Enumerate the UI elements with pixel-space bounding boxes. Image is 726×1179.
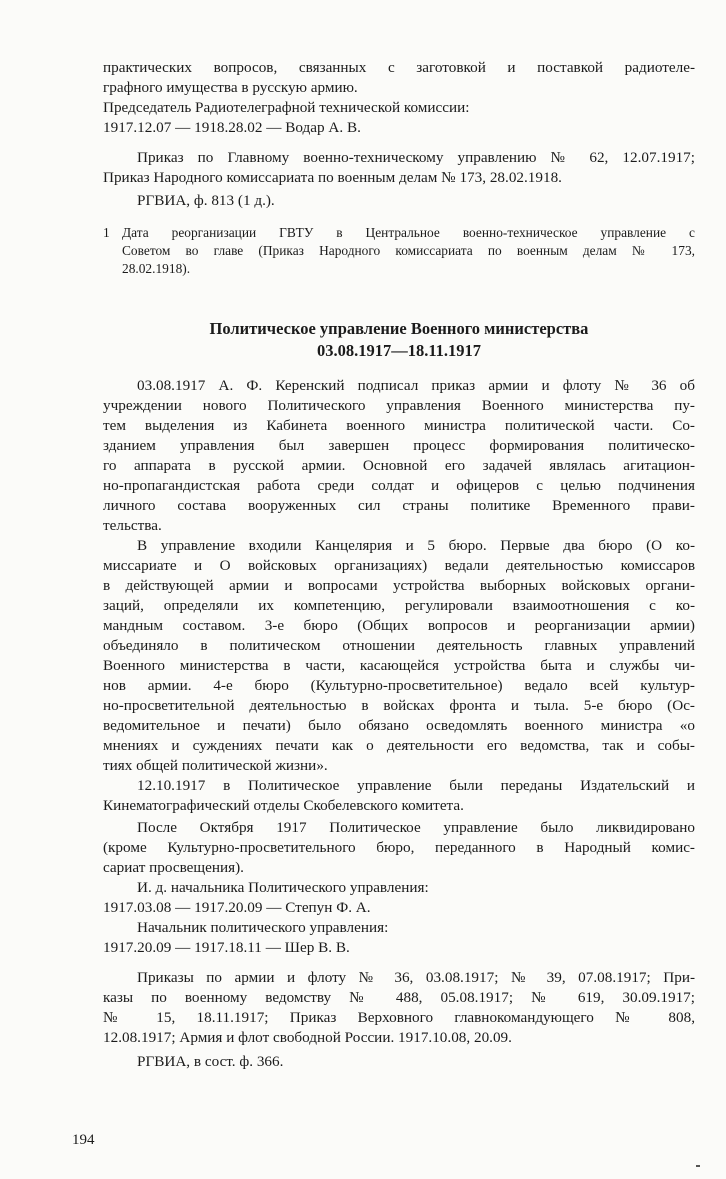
paragraph-line: в действующей армии и вопросами устройства выборных войсковых органи-	[103, 577, 695, 594]
text-line: 1917.12.07 — 1918.28.02 — Водар А. В.	[103, 119, 361, 136]
scan-mark	[696, 1165, 700, 1167]
paragraph-line: (кроме Культурно-просветительного бюро, переданного в Народный комис-	[103, 839, 695, 856]
paragraph-line: но-просветительной деятельностью в войсках фронта и тыла. 5-е бюро (Ос-	[103, 697, 695, 714]
paragraph-line: мнениях и суждениях печати как о деятельности его ведомства, так и собы-	[103, 737, 695, 754]
source-line: казы по военному ведомству № 488, 05.08.1917; № 619, 30.09.1917;	[103, 989, 695, 1006]
paragraph-line: тиях общей политической жизни».	[103, 757, 328, 774]
paragraph-line: тельства.	[103, 517, 162, 534]
text-line: графного имущества в русскую армию.	[103, 79, 358, 96]
paragraph-line: В управление входили Канцелярия и 5 бюро. Первые два бюро (О ко-	[137, 537, 695, 554]
paragraph-line: После Октября 1917 Политическое управление было ликвидировано	[137, 819, 695, 836]
paragraph-line: личного состава вооруженных сил страны политике Временного прави-	[103, 497, 695, 514]
archive-reference: РГВИА, ф. 813 (1 д.).	[137, 192, 275, 209]
footnote-line: Дата реорганизации ГВТУ в Центральное военно-техническое управление с	[122, 225, 695, 240]
paragraph-line: мандным составом. 3-е бюро (Общих вопросов и реорганизации армии)	[103, 617, 695, 634]
source-line: № 15, 18.11.1917; Приказ Верховного главнокомандующего № 808,	[103, 1009, 695, 1026]
heads-line: Начальник политического управления:	[137, 919, 389, 936]
page-number: 194	[72, 1132, 95, 1148]
paragraph-line: сариат просвещения).	[103, 859, 244, 876]
paragraph-line: учреждении нового Политического управления Военного министерства пу-	[103, 397, 695, 414]
text-line: практических вопросов, связанных с заготовкой и поставкой радиотеле-	[103, 59, 695, 76]
source-line: Приказ по Главному военно-техническому управлению № 62, 12.07.1917;	[137, 149, 695, 166]
paragraph-line: зданием управления был завершен процесс формирования политическо-	[103, 437, 695, 454]
source-line: 12.08.1917; Армия и флот свободной России. 1917.10.08, 20.09.	[103, 1029, 512, 1046]
source-line: Приказы по армии и флоту № 36, 03.08.1917; № 39, 07.08.1917; При-	[137, 969, 695, 986]
paragraph-line: миссариате и О войсковых организациях) ведали деятельностью комиссаров	[103, 557, 695, 574]
paragraph-line: Военного министерства в части, касающейся устройства быта и службы чи-	[103, 657, 695, 674]
archive-reference: РГВИА, в сост. ф. 366.	[137, 1053, 284, 1070]
paragraph-line: объединяло в политическом отношении деятельность главных управлений	[103, 637, 695, 654]
footnote-mark: 1	[103, 225, 110, 240]
paragraph-line: тем выделения из Кабинета военного министра политической части. Со-	[103, 417, 695, 434]
paragraph-line: заций, определяли их компетенцию, регулировали взаимоотношения с ко-	[103, 597, 695, 614]
source-line: Приказ Народного комиссариата по военным делам № 173, 28.02.1918.	[103, 169, 562, 186]
text-line: Председатель Радиотелеграфной технической комиссии:	[103, 99, 470, 116]
footnote-line: Советом во главе (Приказ Народного комиссариата по военным делам № 173,	[122, 243, 695, 258]
paragraph-line: нов армии. 4-е бюро (Культурно-просветительное) ведало всей культур-	[103, 677, 695, 694]
section-dates: 03.08.1917—18.11.1917	[316, 341, 482, 360]
heads-line: 1917.20.09 — 1917.18.11 — Шер В. В.	[103, 939, 350, 956]
footnote-line: 28.02.1918).	[122, 261, 191, 276]
paragraph-line: 12.10.1917 в Политическое управление были переданы Издательский и	[137, 777, 695, 794]
paragraph-line: го аппарата в русской армии. Основной его задачей являлась агитацион-	[103, 457, 695, 474]
paragraph-line: но-пропагандистская работа среди солдат и офицеров с целью подчинения	[103, 477, 695, 494]
paragraph-line: ведомительное и печати) было обязано осведомлять военного министра «о	[103, 717, 695, 734]
heads-line: И. д. начальника Политического управления:	[137, 879, 429, 896]
section-title: Политическое управление Военного министерства	[209, 319, 589, 338]
paragraph-line: 03.08.1917 А. Ф. Керенский подписал приказ армии и флоту № 36 об	[137, 377, 695, 394]
heads-line: 1917.03.08 — 1917.20.09 — Степун Ф. А.	[103, 899, 371, 916]
paragraph-line: Кинематографический отделы Скобелевского комитета.	[103, 797, 464, 814]
